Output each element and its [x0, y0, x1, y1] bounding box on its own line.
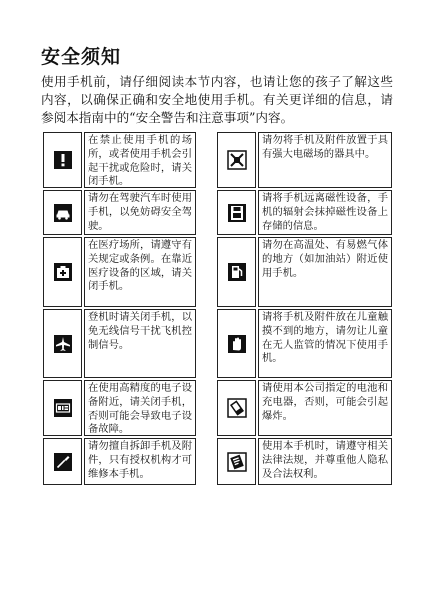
hand-icon: [227, 334, 247, 354]
safety-text: 在医疗场所，请遵守有关规定或条例。在靠近医疗设备的区域，请关闭手机。: [84, 237, 196, 307]
safety-table: [43, 132, 392, 485]
icon-cell: [217, 132, 256, 188]
page-title: 安全须知: [41, 46, 122, 68]
icon-cell: [217, 190, 256, 235]
car-icon: [53, 203, 73, 223]
safety-text: 请将手机及附件放在儿童触摸不到的地方，请勿让儿童在无人监管的情况下使用手机。: [258, 309, 392, 378]
safety-text: 请将手机远离磁性设备，手机的辐射会抹掉磁性设备上存储的信息。: [258, 190, 392, 235]
safety-text: 在使用高精度的电子设备附近，请关闭手机，否则可能会导致电子设备故障。: [84, 380, 196, 436]
icon-cell: [217, 237, 256, 307]
icon-cell: [43, 309, 82, 378]
icon-cell: [217, 438, 256, 485]
magnetic-field-icon: [227, 150, 247, 170]
table-row: [43, 237, 392, 307]
table-row: [43, 438, 392, 485]
table-row: [43, 309, 392, 378]
icon-cell: [43, 190, 82, 235]
icon-cell: [43, 132, 82, 188]
screwdriver-icon: [53, 452, 73, 472]
safety-text: 在禁止使用手机的场所，或者使用手机会引起干扰或危险时，请关闭手机。: [84, 132, 196, 188]
safety-text: 请勿将手机及附件放置于具有强大电磁场的器具中。: [258, 132, 392, 188]
safety-text: 请勿在驾驶汽车时使用手机，以免妨碍安全驾驶。: [84, 190, 196, 235]
safety-text: 请使用本公司指定的电池和充电器，否则，可能会引起爆炸。: [258, 380, 392, 436]
intro-paragraph: 使用手机前，请仔细阅读本节内容，也请让您的孩子了解这些内容，以确保正确和安全地使用手机。有关更详细的信息，请参阅本指南中的“安全警告和注意事项”内容。: [41, 74, 393, 125]
icon-cell: [43, 237, 82, 307]
icon-cell: [43, 380, 82, 436]
safety-text: 使用本手机时，请遵守相关法律法规，并尊重他人隐私及合法权利。: [258, 438, 392, 485]
icon-cell: [217, 380, 256, 436]
table-row: [43, 190, 392, 235]
airplane-icon: [53, 334, 73, 354]
electronic-device-icon: [53, 398, 73, 418]
table-row: [43, 132, 392, 188]
battery-charger-icon: [227, 398, 247, 418]
safety-text: 请勿擅自拆卸手机及附件，只有授权机构才可维修本手机。: [84, 438, 196, 485]
icon-cell: [43, 438, 82, 485]
icon-cell: [217, 309, 256, 378]
medical-kit-icon: [53, 262, 73, 282]
safety-text: 请勿在高温处、有易燃气体的地方（如加油站）附近使用手机。: [258, 237, 392, 307]
floppy-disk-icon: [227, 203, 247, 223]
exclamation-icon: [53, 150, 73, 170]
gas-pump-icon: [227, 262, 247, 282]
safety-text: 登机时请关闭手机，以免无线信号干扰飞机控制信号。: [84, 309, 196, 378]
table-row: [43, 380, 392, 436]
law-book-icon: [227, 452, 247, 472]
